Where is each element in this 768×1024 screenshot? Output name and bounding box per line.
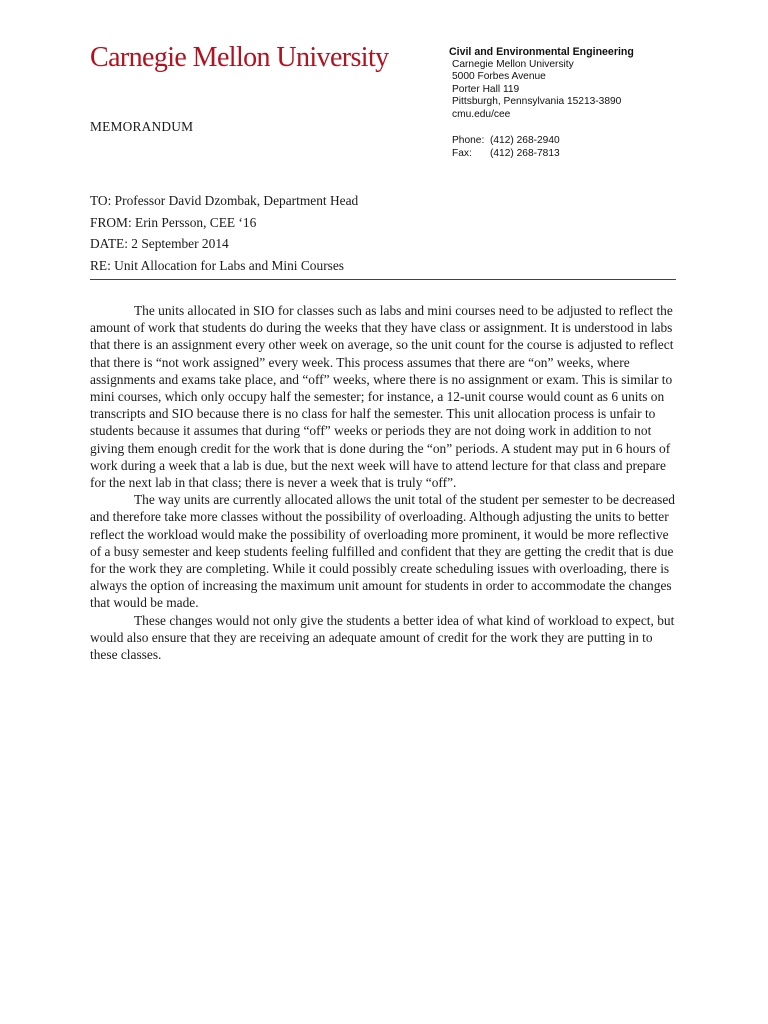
fax-row [452, 148, 560, 161]
address-line: 5000 Forbes Avenue [452, 71, 546, 83]
address-line: Pittsburgh, Pennsylvania 15213-3890 [452, 96, 622, 108]
memo-to: TO: Professor David Dzombak, Department Head [90, 193, 359, 208]
memo-body [90, 302, 678, 663]
phone-row [452, 135, 560, 148]
fax-label: Fax: [452, 147, 472, 159]
phone-number: (412) 268-2940 [490, 135, 560, 146]
fax-number: (412) 268-7813 [490, 147, 560, 159]
contact-numbers [452, 135, 560, 161]
department-address [449, 46, 634, 122]
address-line: Carnegie Mellon University [452, 58, 574, 70]
header-divider [90, 279, 676, 280]
memo-subject: RE: Unit Allocation for Labs and Mini Courses [90, 257, 345, 273]
website-line: cmu.edu/cee [452, 108, 511, 120]
memo-date: DATE: 2 September 2014 [90, 236, 229, 252]
phone-label: Phone: [452, 135, 485, 146]
body-paragraph: The way units are currently allocated allows the unit total of the student per semester to be decreased and therefore take more classes without the possibility of overloading. Although adjusting the units to better reflect the workload would make the possibility of overloading more prominent, it would be more reflective of a busy semester and keep students feeling fulfilled and confident that they are getting the credit that is due for the work they are completing. While it could possibly create scheduling issues with overloading, there is always the option of increasing the maximum unit amount for students in order to accommodate the changes that would be made. [90, 492, 676, 611]
body-paragraph: The units allocated in SIO for classes such as labs and mini courses need to be adjusted to reflect the amount of work that students do during the weeks that they have class or assignment. It is understood in labs that there is an assignment every other week on average, so the unit count for the course is adjusted to reflect that there is “not work assigned” every week. This process assumes that there are “on” weeks, where assignments and exams take place, and “off” weeks, where there is no assignment or exam. This is similar to mini courses, which only occupy half the semester; for instance, a 12-unit course would count as 6 units on transcripts and SIO because there is no class for half the semester. This unit allocation process is unfair to students because it assumes that during “off” weeks or periods they are not doing work in addition to not giving them enough credit for the work that is done during the “on” periods. A student may put in 6 hours of work during a week that a lab is due, but the next week will have to attend lecture for that class and prepare for the next lab in that class; there is never a week that is truly “off”. [90, 303, 674, 491]
memo-header [90, 190, 358, 276]
memo-from: FROM: Erin Persson, CEE ‘16 [90, 214, 257, 230]
body-paragraph: These changes would not only give the students a better idea of what kind of workload to expect, but would also ensure that they are receiving an adequate amount of credit for the work they are putting in to these classes. [90, 612, 675, 663]
university-logo: Carnegie Mellon University [90, 42, 389, 73]
address-line: Porter Hall 119 [452, 83, 520, 95]
department-name: Civil and Environmental Engineering [449, 46, 634, 58]
memo-title: MEMORANDUM [90, 119, 194, 134]
